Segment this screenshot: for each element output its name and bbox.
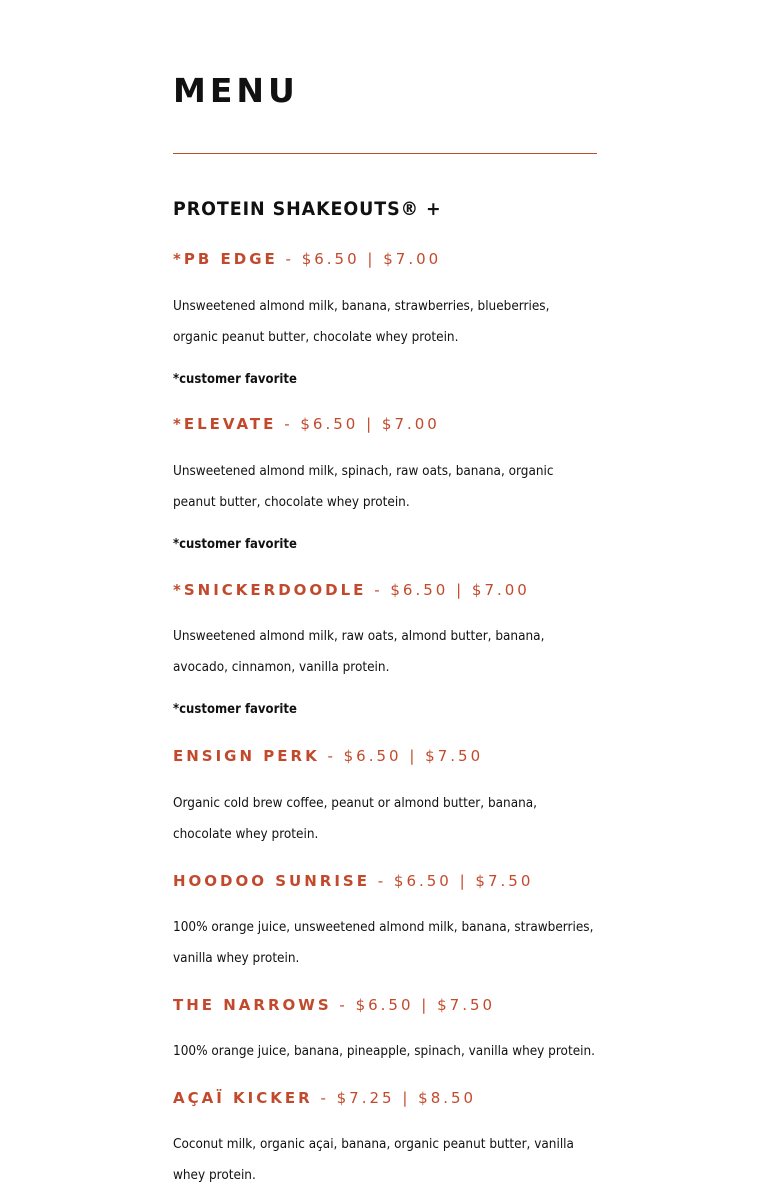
menu-item-snickerdoodle — [173, 579, 597, 719]
section-title: PROTEIN SHAKEOUTS® + — [173, 198, 442, 220]
item-description: 100% orange juice, banana, pineapple, spinach, vanilla whey protein. — [173, 1044, 596, 1059]
item-heading — [173, 994, 597, 1016]
item-note: *customer favorite — [173, 372, 297, 387]
item-heading — [173, 1087, 597, 1109]
item-description: Unsweetened almond milk, spinach, raw oats, banana, organic peanut butter, chocolate whey protein. — [173, 464, 554, 510]
item-note: *customer favorite — [173, 537, 297, 552]
item-name: AÇAÏ KICKER — [173, 1089, 313, 1107]
item-name: HOODOO SUNRISE — [173, 872, 370, 890]
item-price: - $6.50 | $7.00 — [276, 415, 440, 433]
item-description: Unsweetened almond milk, banana, strawberries, blueberries, organic peanut butter, chocolate whey protein. — [173, 299, 550, 345]
item-description: Unsweetened almond milk, raw oats, almond butter, banana, avocado, cinnamon, vanilla protein. — [173, 629, 545, 675]
item-price: - $6.50 | $7.50 — [331, 996, 496, 1014]
item-price: - $6.50 | $7.50 — [369, 872, 534, 890]
page-title: MENU — [173, 71, 299, 110]
item-price: - $6.50 | $7.00 — [277, 250, 442, 268]
title-divider — [173, 153, 597, 154]
menu-item-hoodoo-sunrise — [173, 870, 597, 974]
item-name: *PB EDGE — [173, 250, 278, 268]
item-description: Organic cold brew coffee, peanut or almond butter, banana, chocolate whey protein. — [173, 796, 538, 842]
item-price: - $6.50 | $7.00 — [366, 581, 530, 599]
item-description: 100% orange juice, unsweetened almond milk, banana, strawberries, vanilla whey protein. — [173, 920, 594, 966]
menu-item-pb-edge — [173, 248, 597, 389]
menu-item-acai-kicker — [173, 1087, 597, 1191]
item-price: - $7.25 | $8.50 — [312, 1089, 477, 1107]
menu-item-ensign-perk — [173, 745, 597, 850]
menu-item-elevate — [173, 413, 597, 554]
item-name: THE NARROWS — [173, 996, 332, 1014]
item-heading — [173, 870, 597, 892]
item-name: ENSIGN PERK — [173, 747, 320, 765]
menu-item-the-narrows — [173, 994, 597, 1067]
menu-content — [173, 0, 597, 1191]
item-name: *SNICKERDOODLE — [173, 581, 367, 599]
item-price: - $6.50 | $7.50 — [319, 747, 484, 765]
item-heading — [173, 413, 597, 435]
item-description: Coconut milk, organic açai, banana, organic peanut butter, vanilla whey protein. — [173, 1137, 574, 1183]
item-heading — [173, 579, 597, 601]
item-note: *customer favorite — [173, 702, 297, 717]
item-heading — [173, 248, 597, 270]
item-heading — [173, 745, 597, 767]
item-name: *ELEVATE — [173, 415, 277, 433]
